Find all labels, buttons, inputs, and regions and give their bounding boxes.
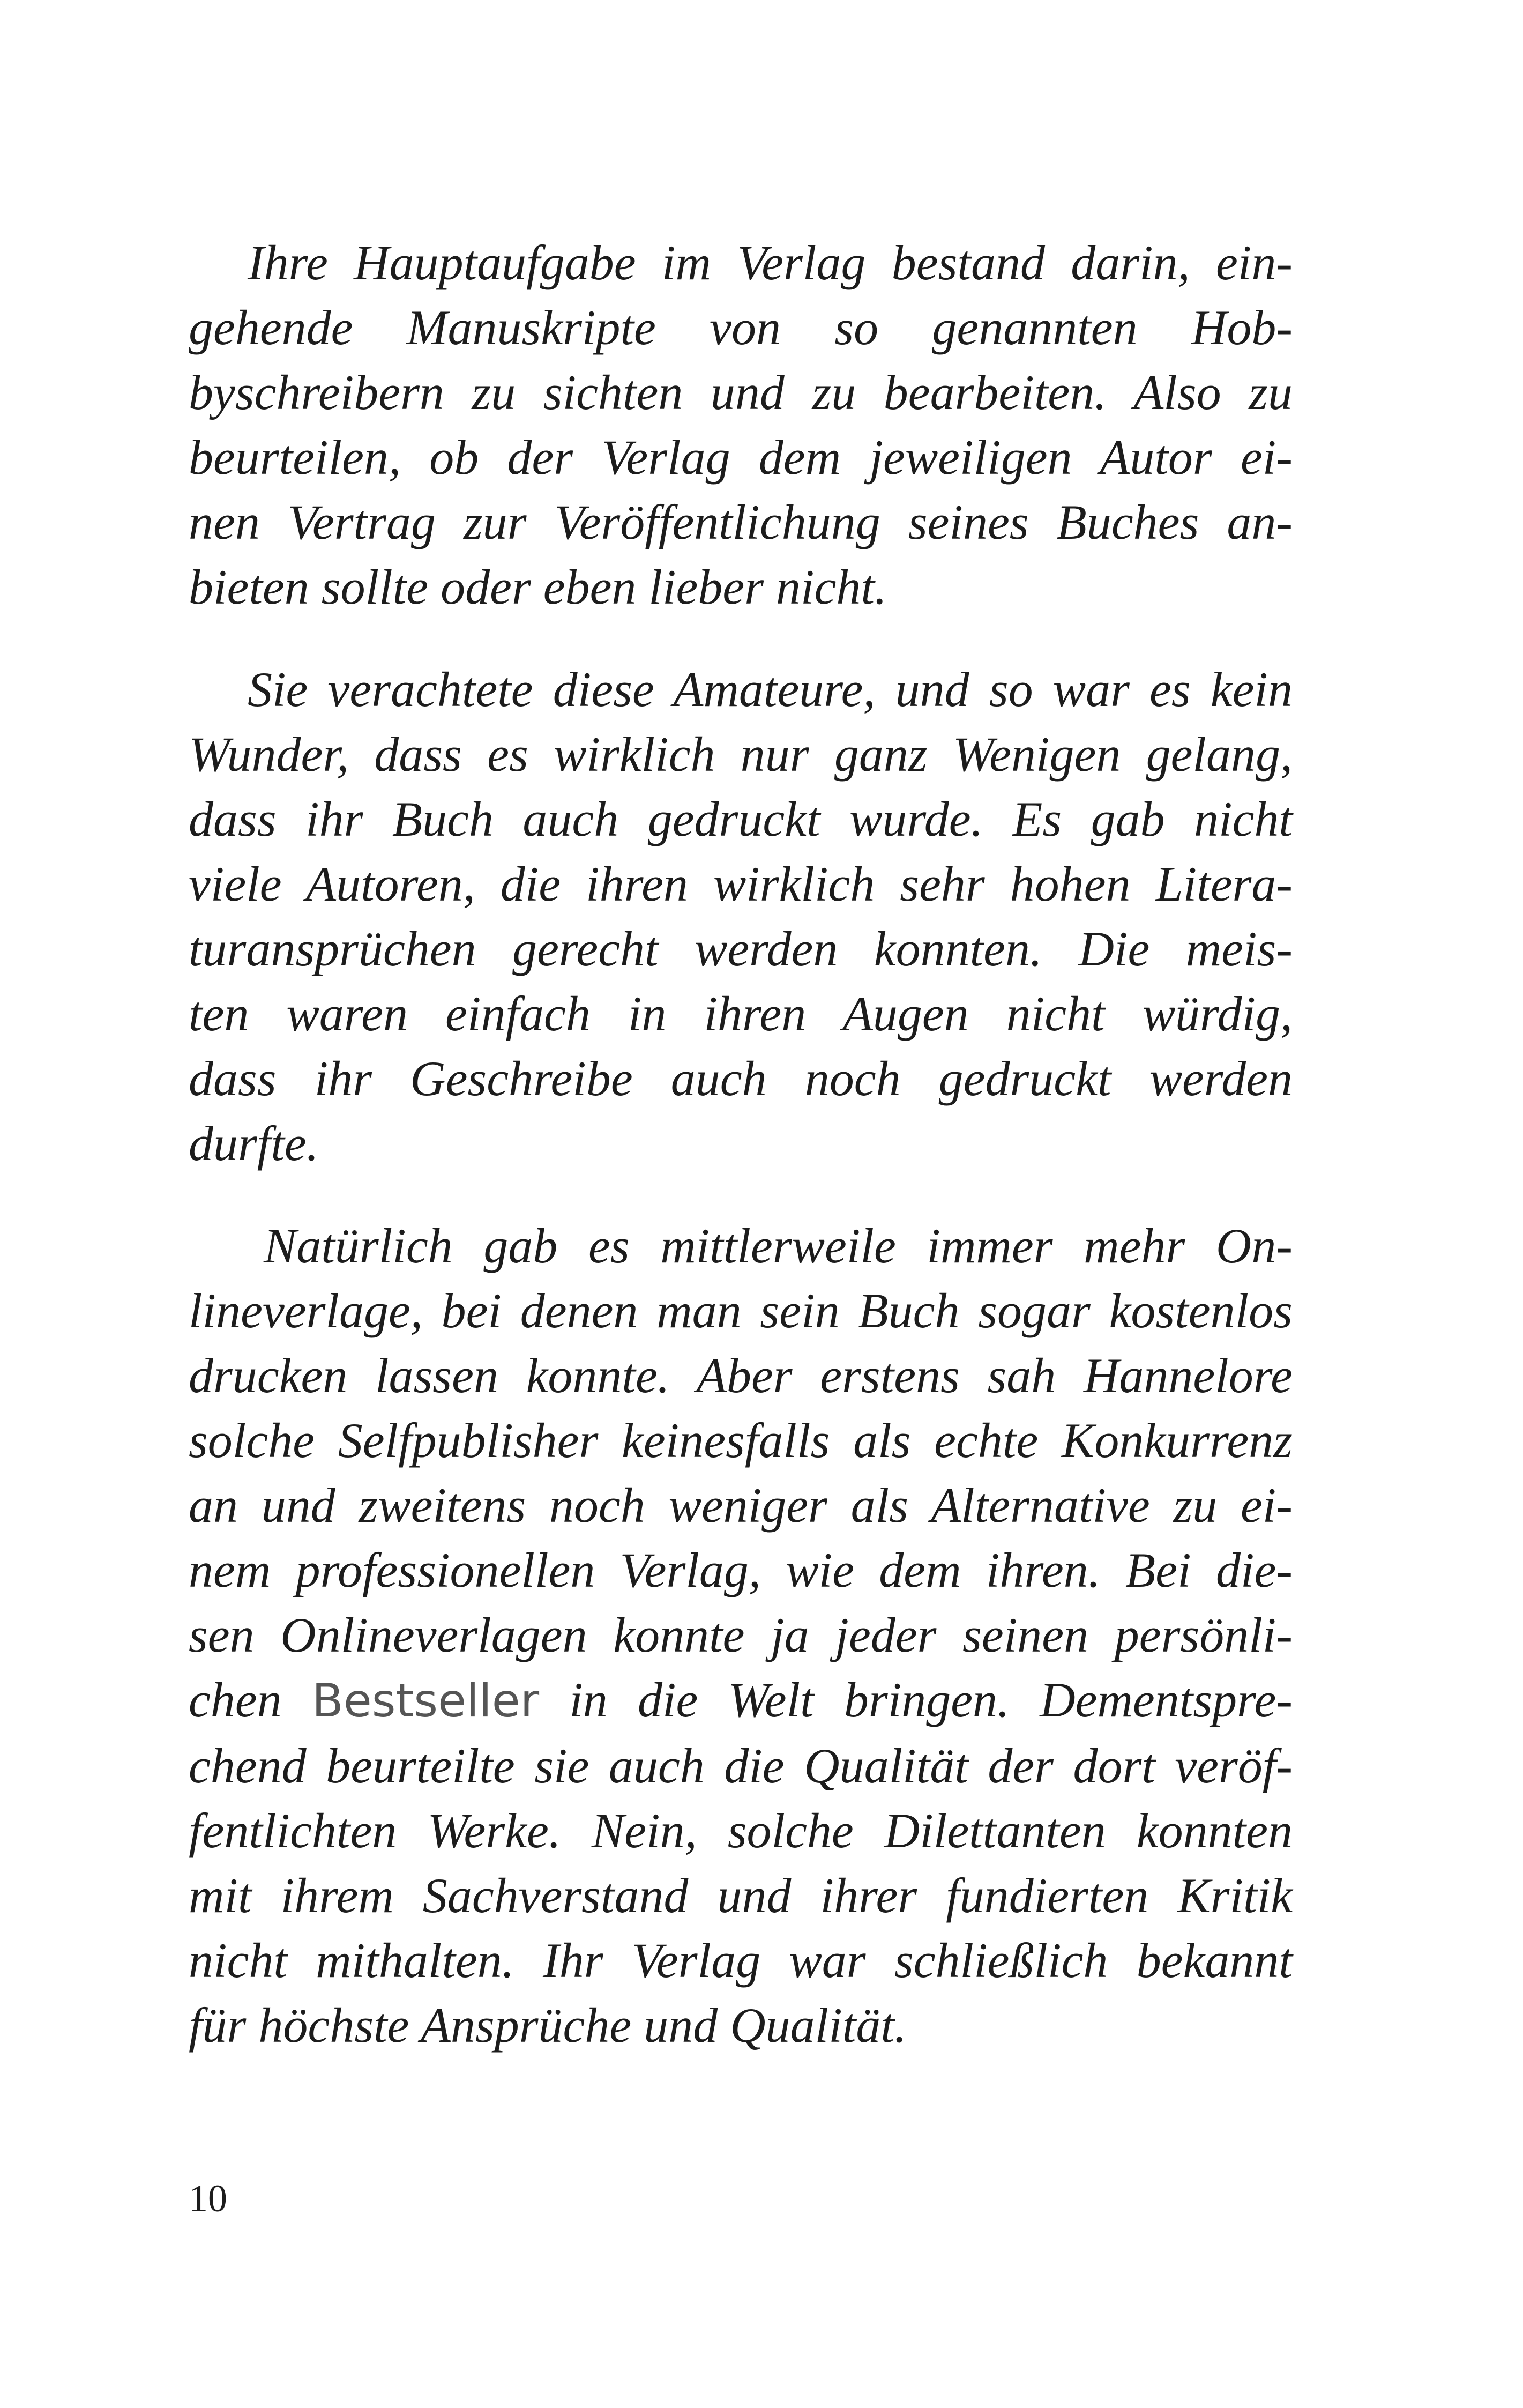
text-line: sen Onlineverlagen konnte ja jeder seinen persönli- (189, 1608, 1293, 1662)
text-segment: chen (189, 1673, 282, 1727)
text-line: Ihre Hauptaufgabe im Verlag bestand darin, ein- (248, 235, 1293, 290)
text-line: drucken lassen konnte. Aber erstens sah Hannelore (189, 1348, 1293, 1403)
text-line: solche Selfpublisher keinesfalls als echte Konkurrenz (189, 1413, 1293, 1468)
highlighted-word: Bestseller (311, 1674, 540, 1728)
text-line: fentlichten Werke. Nein, solche Dilettanten konnten (189, 1803, 1293, 1858)
text-line: dass ihr Geschreibe auch noch gedruckt werden (189, 1051, 1293, 1106)
paragraph-1 (189, 231, 1293, 620)
text-line: viele Autoren, die ihren wirklich sehr hohen Litera- (189, 857, 1293, 911)
text-line: byschreibern zu sichten und zu bearbeiten. Also zu (189, 365, 1293, 420)
text-line: gehende Manuskripte von so genannten Hob- (189, 300, 1293, 355)
text-segment: in die Welt bringen. Dementspre- (569, 1673, 1293, 1727)
text-line: Natürlich gab es mittlerweile immer mehr On- (264, 1218, 1293, 1273)
text-line: beurteilen, ob der Verlag dem jeweiligen Autor ei- (189, 430, 1293, 485)
text-line: Wunder, dass es wirklich nur ganz Wenigen gelang, (189, 727, 1293, 782)
text-line: dass ihr Buch auch gedruckt wurde. Es gab nicht (189, 792, 1293, 846)
text-line: Sie verachtete diese Amateure, und so war es kein (248, 662, 1293, 717)
body-text (189, 231, 1293, 2058)
paragraph-2 (189, 657, 1293, 1176)
text-line: mit ihrem Sachverstand und ihrer fundierten Kritik (189, 1868, 1293, 1923)
text-line: lineverlage, bei denen man sein Buch sogar kostenlos (189, 1283, 1293, 1338)
text-line: für höchste Ansprüche und Qualität. (189, 1998, 907, 2053)
text-line: nem professionellen Verlag, wie dem ihren. Bei die- (189, 1543, 1293, 1597)
text-line-with-highlight (189, 1668, 1293, 1734)
paragraph-3 (189, 1214, 1293, 2058)
text-line: turansprüchen gerecht werden konnten. Die meis- (189, 921, 1293, 976)
text-line: ten waren einfach in ihren Augen nicht würdig, (189, 986, 1293, 1041)
text-line: nen Vertrag zur Veröffentlichung seines Buches an- (189, 495, 1293, 549)
text-line: chend beurteilte sie auch die Qualität der dort veröf- (189, 1738, 1293, 1793)
text-line: an und zweitens noch weniger als Alternative zu ei- (189, 1478, 1293, 1533)
text-line: durfte. (189, 1116, 319, 1171)
text-line: nicht mithalten. Ihr Verlag war schließlich bekannt (189, 1933, 1293, 1988)
text-line: bieten sollte oder eben lieber nicht. (189, 560, 887, 614)
page-number: 10 (189, 2177, 227, 2220)
